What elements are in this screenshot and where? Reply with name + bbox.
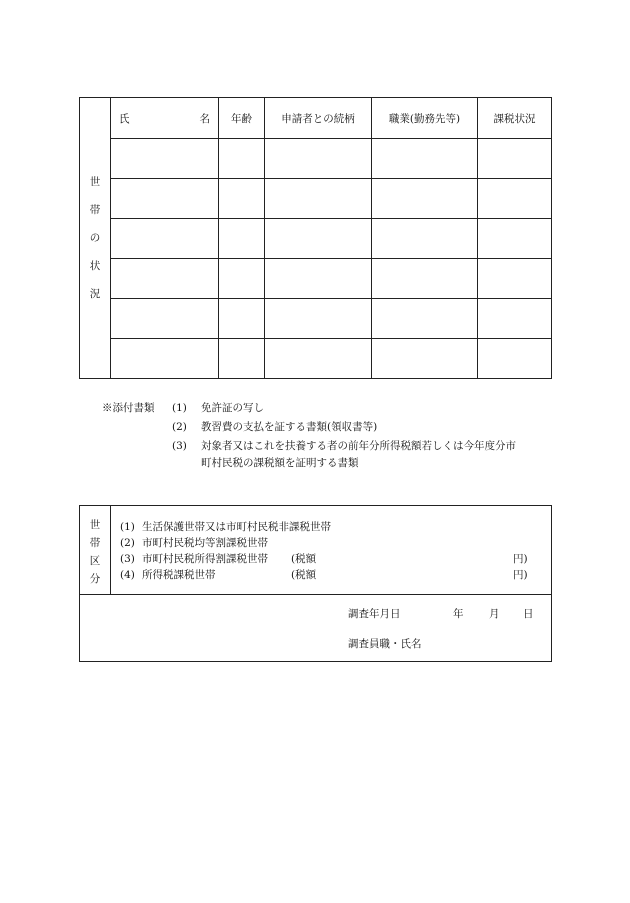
cell-relation[interactable] bbox=[265, 179, 372, 219]
cell-relation[interactable] bbox=[265, 339, 372, 379]
cell-age[interactable] bbox=[219, 139, 265, 179]
cell-age[interactable] bbox=[219, 339, 265, 379]
cell-age[interactable] bbox=[219, 179, 265, 219]
household-status-table bbox=[79, 97, 552, 379]
cell-age[interactable] bbox=[219, 299, 265, 339]
side-char: 分 bbox=[89, 573, 101, 585]
side-char: 帯 bbox=[89, 537, 101, 549]
category-text: 市町村民税均等割課税世帯 bbox=[142, 537, 268, 549]
table-row bbox=[80, 259, 552, 299]
cell-name[interactable] bbox=[111, 259, 219, 299]
survey-day-label: 日 bbox=[523, 608, 534, 620]
header-occupation: 職業(勤務先等) bbox=[372, 98, 478, 139]
cell-tax-status[interactable] bbox=[478, 139, 552, 179]
cell-tax-status[interactable] bbox=[478, 259, 552, 299]
header-relation: 申請者との続柄 bbox=[265, 98, 372, 139]
household-category-side-label bbox=[80, 516, 110, 588]
side-char: 帯 bbox=[89, 204, 101, 216]
category-num: (1) bbox=[120, 521, 135, 533]
survey-date-label: 調査年月日 bbox=[348, 608, 401, 620]
category-text: 生活保護世帯又は市町村民税非課税世帯 bbox=[142, 521, 331, 533]
household-category-box bbox=[79, 505, 552, 662]
category-item[interactable] bbox=[120, 535, 268, 550]
tax-amount-label: (税額 bbox=[291, 569, 317, 581]
category-item[interactable] bbox=[120, 567, 216, 582]
category-num: (4) bbox=[120, 569, 135, 581]
cell-relation[interactable] bbox=[265, 259, 372, 299]
category-text: 市町村民税所得割課税世帯 bbox=[142, 553, 268, 565]
cell-age[interactable] bbox=[219, 219, 265, 259]
tax-amount-label: (税額 bbox=[291, 553, 317, 565]
tax-amount-yen: 円) bbox=[513, 569, 528, 581]
cell-tax-status[interactable] bbox=[478, 339, 552, 379]
cell-name[interactable] bbox=[111, 299, 219, 339]
attachments-title: ※添付書類 bbox=[102, 402, 155, 414]
header-tax-status: 課税状況 bbox=[478, 98, 552, 139]
cell-tax-status[interactable] bbox=[478, 299, 552, 339]
side-char: 世 bbox=[89, 519, 101, 531]
category-num: (2) bbox=[120, 537, 135, 549]
attachment-num: (1) bbox=[172, 402, 187, 414]
side-char: 区 bbox=[89, 555, 101, 567]
attachment-text-cont: 町村民税の課税額を証明する書類 bbox=[201, 457, 359, 469]
table-row bbox=[80, 139, 552, 179]
household-status-side-label bbox=[80, 98, 111, 379]
tax-amount-yen: 円) bbox=[513, 553, 528, 565]
cell-tax-status[interactable] bbox=[478, 219, 552, 259]
header-name-left: 氏 bbox=[119, 113, 130, 125]
table-row bbox=[80, 219, 552, 259]
cell-relation[interactable] bbox=[265, 219, 372, 259]
survey-year-label: 年 bbox=[453, 608, 464, 620]
cell-occupation[interactable] bbox=[372, 259, 478, 299]
survey-month-label: 月 bbox=[489, 608, 500, 620]
category-num: (3) bbox=[120, 553, 135, 565]
cell-name[interactable] bbox=[111, 339, 219, 379]
attachment-text: 免許証の写し bbox=[201, 402, 264, 414]
cell-name[interactable] bbox=[111, 219, 219, 259]
attachment-text: 教習費の支払を証する書類(領収書等) bbox=[201, 421, 378, 433]
side-char: 況 bbox=[89, 288, 101, 300]
cell-relation[interactable] bbox=[265, 299, 372, 339]
cell-occupation[interactable] bbox=[372, 339, 478, 379]
cell-age[interactable] bbox=[219, 259, 265, 299]
side-char: 状 bbox=[89, 260, 101, 272]
table-row bbox=[80, 179, 552, 219]
cell-occupation[interactable] bbox=[372, 219, 478, 259]
cell-occupation[interactable] bbox=[372, 299, 478, 339]
table-row bbox=[80, 299, 552, 339]
side-char: 世 bbox=[89, 176, 101, 188]
header-name bbox=[111, 98, 219, 139]
cell-name[interactable] bbox=[111, 139, 219, 179]
category-text: 所得税課税世帯 bbox=[142, 569, 216, 581]
surveyor-label: 調査員職・氏名 bbox=[348, 638, 422, 650]
attachment-num: (2) bbox=[172, 421, 187, 433]
attachment-num: (3) bbox=[172, 440, 187, 452]
cell-relation[interactable] bbox=[265, 139, 372, 179]
side-char: の bbox=[89, 232, 101, 244]
category-item[interactable] bbox=[120, 519, 331, 534]
header-name-right: 名 bbox=[199, 113, 210, 125]
cell-occupation[interactable] bbox=[372, 179, 478, 219]
header-age: 年齢 bbox=[219, 98, 265, 139]
cell-occupation[interactable] bbox=[372, 139, 478, 179]
attachment-text: 対象者又はこれを扶養する者の前年分所得税額若しくは今年度分市 bbox=[201, 440, 516, 452]
table-row bbox=[80, 339, 552, 379]
cell-tax-status[interactable] bbox=[478, 179, 552, 219]
cell-name[interactable] bbox=[111, 179, 219, 219]
category-item[interactable] bbox=[120, 551, 268, 566]
